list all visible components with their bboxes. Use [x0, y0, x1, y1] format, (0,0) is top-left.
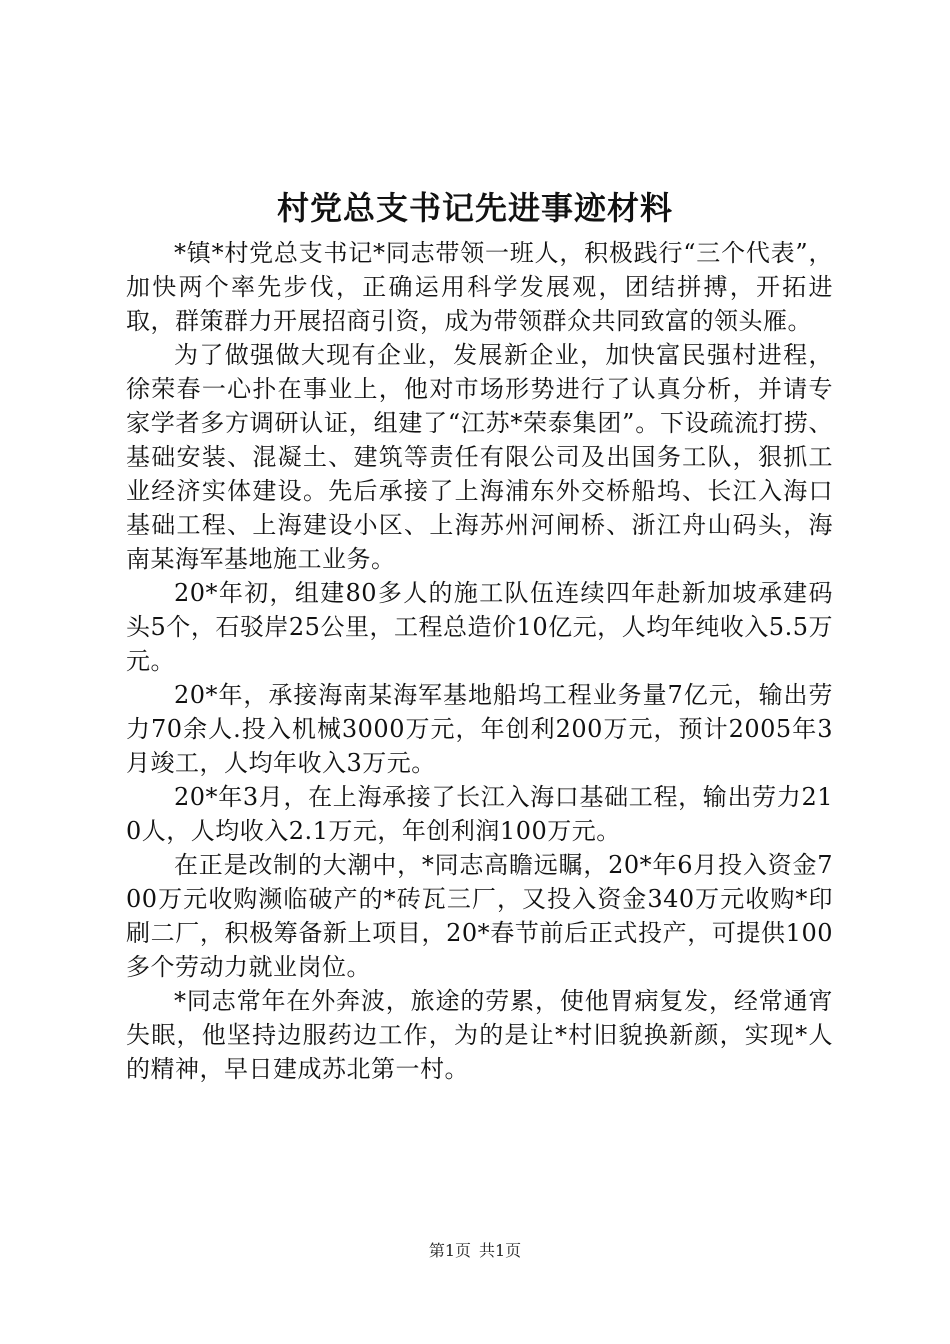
- paragraph-4: 20*年，承接海南某海军基地船坞工程业务量7亿元，输出劳力70余人.投入机械3000万元，年创利200万元，预计2005年3月竣工，人均年收入3万元。: [126, 681, 833, 777]
- page-footer: [0, 1240, 950, 1262]
- paragraph-1: *镇*村党总支书记*同志带领一班人，积极践行“三个代表”，加快两个率先步伐，正确运用科学发展观，团结拼搏，开拓进取，群策群力开展招商引资，成为带领群众共同致富的领头雁。: [126, 239, 833, 335]
- page-number: 第1页: [428, 1241, 471, 1260]
- document-title: 村党总支书记先进事迹材料: [276, 189, 673, 227]
- paragraph-2: 为了做强做大现有企业，发展新企业，加快富民强村进程，徐荣春一心扑在事业上，他对市场形势进行了认真分析，并请专家学者多方调研认证，组建了“江苏*荣泰集团”。下设疏流打捞、基础安装、混凝土、建筑等责任有限公司及出国务工队，狠抓工业经济实体建设。先后承接了上海浦东外交桥船坞、长江入海口基础工程、上海建设小区、上海苏州河闸桥、浙江舟山码头，海南某海军基地施工业务。: [126, 341, 833, 573]
- page-total: 共1页: [479, 1241, 522, 1260]
- paragraph-6: 在正是改制的大潮中，*同志高瞻远瞩，20*年6月投入资金700万元收购濒临破产的*砖瓦三厂，又投入资金340万元收购*印刷二厂，积极筹备新上项目，20*春节前后正式投产，可提供100多个劳动力就业岗位。: [126, 851, 833, 981]
- paragraph-3: 20*年初，组建80多人的施工队伍连续四年赴新加坡承建码头5个，石驳岸25公里，工程总造价10亿元，人均年纯收入5.5万元。: [126, 579, 833, 675]
- document-body: [126, 236, 833, 1086]
- paragraph-5: 20*年3月，在上海承接了长江入海口基础工程，输出劳力210人，人均收入2.1万元，年创利润100万元。: [126, 783, 833, 845]
- paragraph-7: *同志常年在外奔波，旅途的劳累，使他胃病复发，经常通宵失眠，他坚持边服药边工作，为的是让*村旧貌换新颜，实现*人的精神，早日建成苏北第一村。: [126, 987, 833, 1083]
